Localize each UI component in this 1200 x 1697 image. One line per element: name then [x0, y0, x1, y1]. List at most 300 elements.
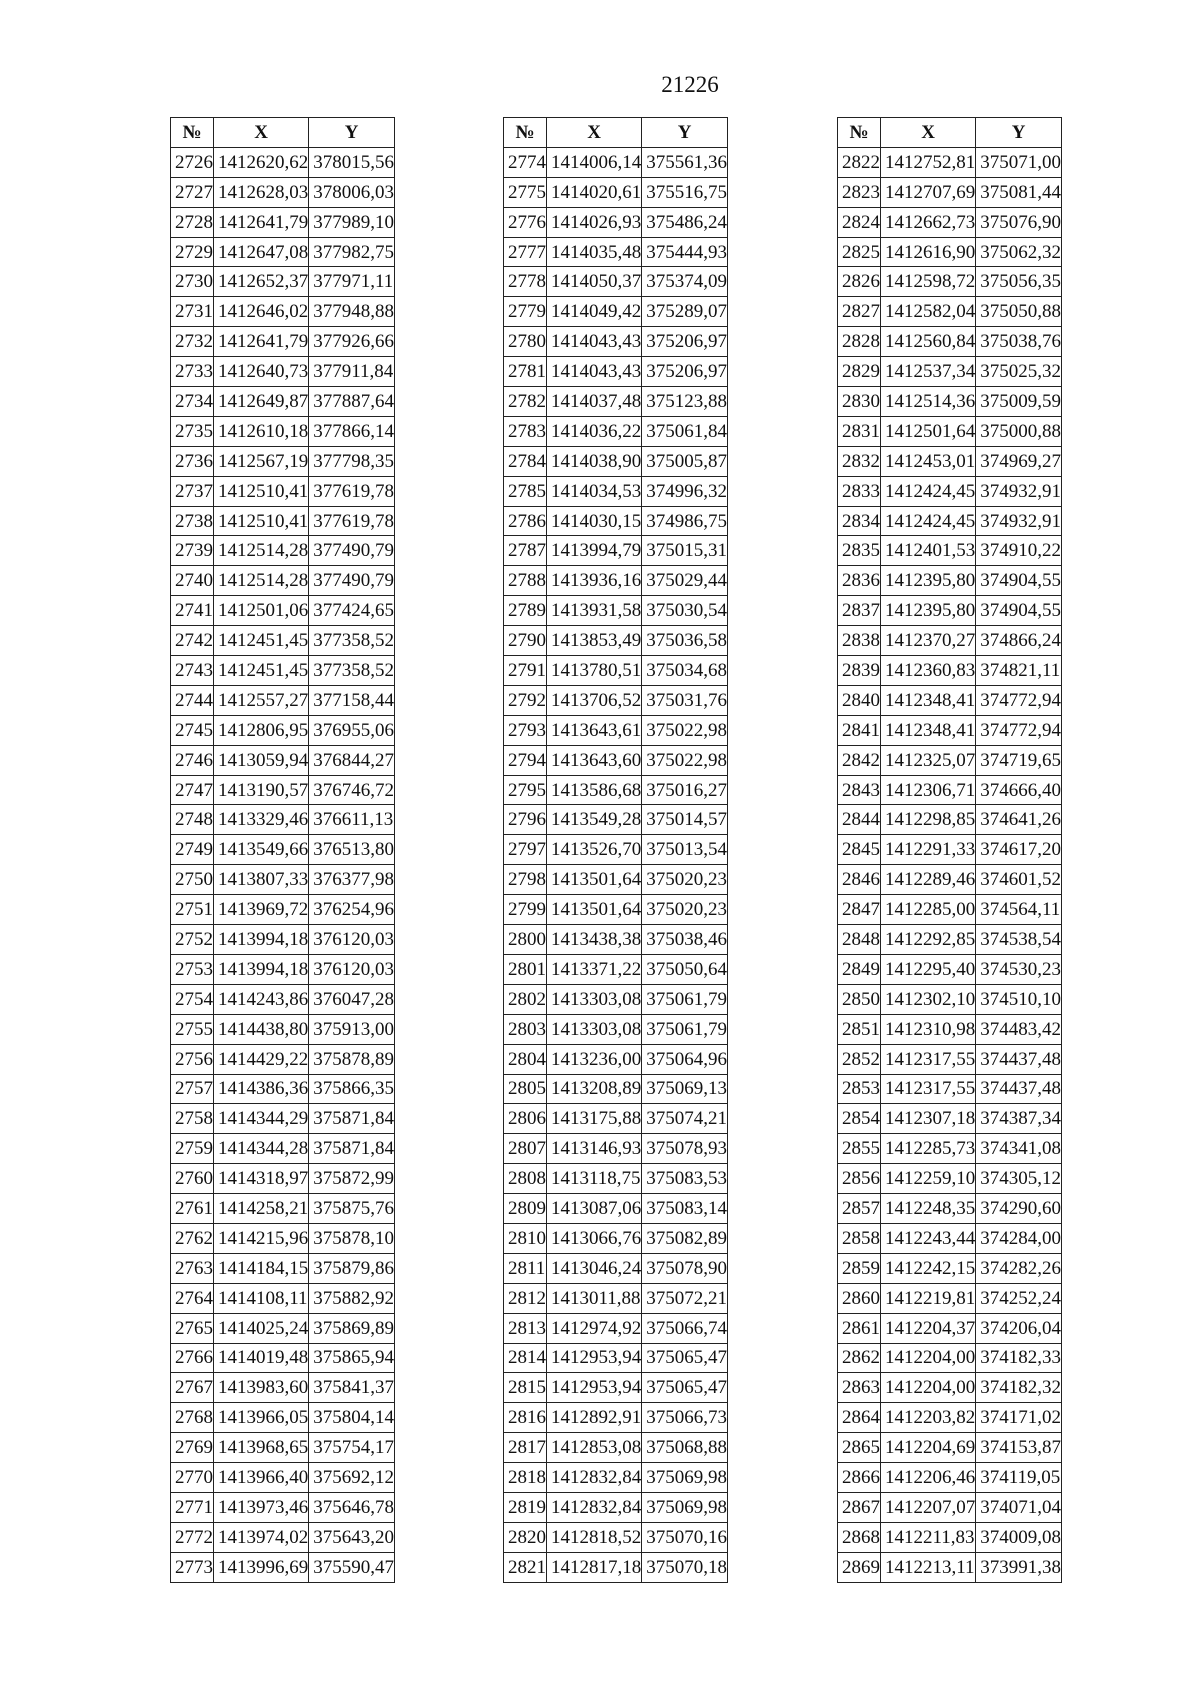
- table-row: [504, 775, 728, 805]
- cell-y: 375020,23: [642, 895, 728, 925]
- cell-y: 374305,12: [976, 1164, 1062, 1194]
- cell-number: 2799: [504, 895, 547, 925]
- cell-y: 377989,10: [309, 207, 395, 237]
- cell-number: 2828: [838, 327, 881, 357]
- cell-y: 375034,68: [642, 656, 728, 686]
- cell-y: 377948,88: [309, 297, 395, 327]
- cell-number: 2742: [171, 626, 214, 656]
- table-row: [504, 416, 728, 446]
- cell-y: 373991,38: [976, 1552, 1062, 1582]
- cell-number: 2763: [171, 1253, 214, 1283]
- table-row: [171, 267, 395, 297]
- cell-x: 1413059,94: [214, 745, 309, 775]
- cell-number: 2735: [171, 416, 214, 446]
- cell-y: 374904,55: [976, 596, 1062, 626]
- cell-y: 375078,93: [642, 1134, 728, 1164]
- table-row: [504, 387, 728, 417]
- cell-x: 1413706,52: [547, 685, 642, 715]
- cell-y: 374996,32: [642, 476, 728, 506]
- cell-x: 1412652,37: [214, 267, 309, 297]
- cell-y: 375013,54: [642, 835, 728, 865]
- cell-x: 1414050,37: [547, 267, 642, 297]
- cell-y: 375016,27: [642, 775, 728, 805]
- table-row: [838, 1044, 1062, 1074]
- cell-y: 375561,36: [642, 147, 728, 177]
- table-row: [171, 1164, 395, 1194]
- table-row: [171, 177, 395, 207]
- table-row: [504, 805, 728, 835]
- cell-y: 374510,10: [976, 984, 1062, 1014]
- table-row: [838, 1343, 1062, 1373]
- cell-x: 1412560,84: [881, 327, 976, 357]
- cell-number: 2854: [838, 1104, 881, 1134]
- table-row: [171, 1223, 395, 1253]
- cell-x: 1412295,40: [881, 954, 976, 984]
- cell-x: 1412641,79: [214, 207, 309, 237]
- table-row: [504, 865, 728, 895]
- cell-x: 1412616,90: [881, 237, 976, 267]
- cell-x: 1412306,71: [881, 775, 976, 805]
- cell-number: 2838: [838, 626, 881, 656]
- cell-number: 2840: [838, 685, 881, 715]
- cell-y: 374641,26: [976, 805, 1062, 835]
- cell-y: 375069,13: [642, 1074, 728, 1104]
- cell-x: 1414043,43: [547, 357, 642, 387]
- cell-number: 2747: [171, 775, 214, 805]
- cell-x: 1412832,84: [547, 1492, 642, 1522]
- cell-number: 2750: [171, 865, 214, 895]
- cell-y: 376254,96: [309, 895, 395, 925]
- table-row: [171, 207, 395, 237]
- cell-x: 1412501,06: [214, 596, 309, 626]
- cell-x: 1414318,97: [214, 1164, 309, 1194]
- cell-x: 1413046,24: [547, 1253, 642, 1283]
- cell-x: 1413011,88: [547, 1283, 642, 1313]
- cell-y: 374171,02: [976, 1403, 1062, 1433]
- coordinate-table-1: [170, 117, 395, 1583]
- table-row: [504, 1433, 728, 1463]
- cell-x: 1413931,58: [547, 596, 642, 626]
- table-row: [838, 416, 1062, 446]
- cell-number: 2780: [504, 327, 547, 357]
- cell-x: 1414429,22: [214, 1044, 309, 1074]
- table-row: [171, 446, 395, 476]
- cell-y: 377926,66: [309, 327, 395, 357]
- cell-y: 375061,79: [642, 1014, 728, 1044]
- cell-y: 375038,46: [642, 925, 728, 955]
- cell-y: 377490,79: [309, 566, 395, 596]
- table-row: [504, 1104, 728, 1134]
- table-row: [171, 566, 395, 596]
- column-header-y: Y: [642, 118, 728, 148]
- cell-number: 2817: [504, 1433, 547, 1463]
- cell-x: 1412892,91: [547, 1403, 642, 1433]
- cell-number: 2733: [171, 357, 214, 387]
- table-row: [171, 1433, 395, 1463]
- table-row: [504, 1044, 728, 1074]
- cell-y: 375072,21: [642, 1283, 728, 1313]
- cell-x: 1412204,69: [881, 1433, 976, 1463]
- table-row: [838, 895, 1062, 925]
- table-row: [504, 895, 728, 925]
- cell-x: 1412501,64: [881, 416, 976, 446]
- cell-number: 2805: [504, 1074, 547, 1104]
- cell-number: 2793: [504, 715, 547, 745]
- cell-number: 2829: [838, 357, 881, 387]
- cell-number: 2815: [504, 1373, 547, 1403]
- cell-y: 375878,89: [309, 1044, 395, 1074]
- table-row: [171, 536, 395, 566]
- cell-number: 2744: [171, 685, 214, 715]
- cell-x: 1413190,57: [214, 775, 309, 805]
- cell-x: 1412285,00: [881, 895, 976, 925]
- table-row: [504, 715, 728, 745]
- table-row: [504, 745, 728, 775]
- cell-y: 377619,78: [309, 476, 395, 506]
- cell-x: 1414025,24: [214, 1313, 309, 1343]
- cell-x: 1413501,64: [547, 865, 642, 895]
- cell-number: 2771: [171, 1492, 214, 1522]
- cell-number: 2740: [171, 566, 214, 596]
- cell-x: 1414030,15: [547, 506, 642, 536]
- table-body: [838, 147, 1062, 1582]
- cell-number: 2824: [838, 207, 881, 237]
- cell-x: 1413807,33: [214, 865, 309, 895]
- cell-x: 1414243,86: [214, 984, 309, 1014]
- cell-x: 1412291,33: [881, 835, 976, 865]
- cell-number: 2808: [504, 1164, 547, 1194]
- cell-y: 375078,90: [642, 1253, 728, 1283]
- cell-x: 1414036,22: [547, 416, 642, 446]
- cell-y: 376513,80: [309, 835, 395, 865]
- cell-x: 1414035,48: [547, 237, 642, 267]
- table-row: [838, 237, 1062, 267]
- cell-number: 2770: [171, 1463, 214, 1493]
- cell-x: 1413968,65: [214, 1433, 309, 1463]
- table-row: [504, 327, 728, 357]
- table-row: [171, 416, 395, 446]
- table-row: [504, 1522, 728, 1552]
- table-row: [838, 925, 1062, 955]
- cell-y: 374071,04: [976, 1492, 1062, 1522]
- table-row: [838, 1492, 1062, 1522]
- page-number: 21226: [661, 72, 719, 97]
- cell-y: 375062,32: [976, 237, 1062, 267]
- cell-x: 1412348,41: [881, 685, 976, 715]
- cell-number: 2862: [838, 1343, 881, 1373]
- table-row: [504, 297, 728, 327]
- cell-number: 2759: [171, 1134, 214, 1164]
- table-row: [171, 1104, 395, 1134]
- table-row: [171, 1373, 395, 1403]
- table-row: [171, 685, 395, 715]
- header-row: [171, 118, 395, 148]
- cell-number: 2749: [171, 835, 214, 865]
- table-row: [504, 1343, 728, 1373]
- table-row: [504, 954, 728, 984]
- cell-y: 375061,84: [642, 416, 728, 446]
- table-row: [171, 984, 395, 1014]
- cell-x: 1413501,64: [547, 895, 642, 925]
- table-row: [838, 1164, 1062, 1194]
- table-row: [838, 1373, 1062, 1403]
- table-row: [171, 954, 395, 984]
- table-row: [171, 387, 395, 417]
- cell-x: 1412752,81: [881, 147, 976, 177]
- cell-number: 2803: [504, 1014, 547, 1044]
- table-row: [838, 1253, 1062, 1283]
- cell-number: 2845: [838, 835, 881, 865]
- cell-y: 375066,74: [642, 1313, 728, 1343]
- table-row: [171, 1134, 395, 1164]
- table-row: [504, 1164, 728, 1194]
- cell-y: 375038,76: [976, 327, 1062, 357]
- cell-y: 375444,93: [642, 237, 728, 267]
- table-row: [171, 1403, 395, 1433]
- table-row: [838, 626, 1062, 656]
- cell-y: 374986,75: [642, 506, 728, 536]
- table-row: [504, 237, 728, 267]
- cell-x: 1413983,60: [214, 1373, 309, 1403]
- cell-x: 1413853,49: [547, 626, 642, 656]
- table-row: [504, 1134, 728, 1164]
- table-header: [504, 118, 728, 148]
- cell-number: 2856: [838, 1164, 881, 1194]
- cell-x: 1412451,45: [214, 656, 309, 686]
- table-row: [838, 865, 1062, 895]
- cell-number: 2842: [838, 745, 881, 775]
- cell-y: 374910,22: [976, 536, 1062, 566]
- cell-y: 375031,76: [642, 685, 728, 715]
- cell-number: 2798: [504, 865, 547, 895]
- table-row: [171, 1522, 395, 1552]
- table-row: [504, 685, 728, 715]
- cell-number: 2756: [171, 1044, 214, 1074]
- table-row: [504, 506, 728, 536]
- cell-y: 375025,32: [976, 357, 1062, 387]
- cell-y: 375069,98: [642, 1463, 728, 1493]
- table-row: [504, 1014, 728, 1044]
- cell-y: 374252,24: [976, 1283, 1062, 1313]
- cell-y: 377887,64: [309, 387, 395, 417]
- cell-y: 375869,89: [309, 1313, 395, 1343]
- table-row: [504, 626, 728, 656]
- cell-number: 2818: [504, 1463, 547, 1493]
- cell-y: 374387,34: [976, 1104, 1062, 1134]
- cell-y: 375878,10: [309, 1223, 395, 1253]
- table-row: [838, 536, 1062, 566]
- table-row: [171, 805, 395, 835]
- cell-number: 2768: [171, 1403, 214, 1433]
- cell-x: 1412806,95: [214, 715, 309, 745]
- cell-x: 1413236,00: [547, 1044, 642, 1074]
- cell-number: 2811: [504, 1253, 547, 1283]
- table-row: [838, 566, 1062, 596]
- cell-y: 375070,18: [642, 1552, 728, 1582]
- table-row: [504, 1492, 728, 1522]
- cell-y: 375081,44: [976, 177, 1062, 207]
- cell-y: 374290,60: [976, 1194, 1062, 1224]
- cell-x: 1414026,93: [547, 207, 642, 237]
- cell-x: 1412598,72: [881, 267, 976, 297]
- cell-number: 2753: [171, 954, 214, 984]
- cell-x: 1414034,53: [547, 476, 642, 506]
- table-row: [171, 1492, 395, 1522]
- table-row: [838, 1074, 1062, 1104]
- cell-x: 1413303,08: [547, 984, 642, 1014]
- table-row: [504, 446, 728, 476]
- coordinate-table-2: [503, 117, 728, 1583]
- cell-x: 1412451,45: [214, 626, 309, 656]
- cell-x: 1412640,73: [214, 357, 309, 387]
- cell-number: 2869: [838, 1552, 881, 1582]
- cell-x: 1412424,45: [881, 506, 976, 536]
- cell-x: 1412285,73: [881, 1134, 976, 1164]
- table-row: [171, 327, 395, 357]
- cell-y: 376746,72: [309, 775, 395, 805]
- cell-number: 2836: [838, 566, 881, 596]
- cell-y: 375871,84: [309, 1104, 395, 1134]
- cell-x: 1413974,02: [214, 1522, 309, 1552]
- table-row: [504, 1313, 728, 1343]
- cell-number: 2731: [171, 297, 214, 327]
- table-row: [838, 805, 1062, 835]
- cell-y: 376844,27: [309, 745, 395, 775]
- cell-number: 2748: [171, 805, 214, 835]
- cell-x: 1412974,92: [547, 1313, 642, 1343]
- cell-number: 2849: [838, 954, 881, 984]
- cell-x: 1412206,46: [881, 1463, 976, 1493]
- table-row: [504, 925, 728, 955]
- cell-number: 2866: [838, 1463, 881, 1493]
- cell-x: 1413526,70: [547, 835, 642, 865]
- table-row: [171, 1044, 395, 1074]
- cell-x: 1413087,06: [547, 1194, 642, 1224]
- table-row: [171, 1552, 395, 1582]
- cell-y: 375030,54: [642, 596, 728, 626]
- cell-number: 2737: [171, 476, 214, 506]
- cell-number: 2757: [171, 1074, 214, 1104]
- cell-y: 375061,79: [642, 984, 728, 1014]
- column-header-x: X: [881, 118, 976, 148]
- cell-number: 2792: [504, 685, 547, 715]
- cell-x: 1412510,41: [214, 476, 309, 506]
- cell-x: 1413549,66: [214, 835, 309, 865]
- cell-number: 2847: [838, 895, 881, 925]
- cell-x: 1412310,98: [881, 1014, 976, 1044]
- cell-x: 1413780,51: [547, 656, 642, 686]
- cell-number: 2774: [504, 147, 547, 177]
- cell-number: 2773: [171, 1552, 214, 1582]
- table-row: [171, 775, 395, 805]
- table-row: [504, 835, 728, 865]
- table-header: [171, 118, 395, 148]
- cell-y: 375692,12: [309, 1463, 395, 1493]
- cell-x: 1412662,73: [881, 207, 976, 237]
- table-row: [504, 267, 728, 297]
- cell-y: 375866,35: [309, 1074, 395, 1104]
- table-row: [838, 1522, 1062, 1552]
- cell-y: 375083,14: [642, 1194, 728, 1224]
- cell-x: 1414184,15: [214, 1253, 309, 1283]
- cell-x: 1412207,07: [881, 1492, 976, 1522]
- cell-y: 377358,52: [309, 656, 395, 686]
- cell-y: 375643,20: [309, 1522, 395, 1552]
- cell-x: 1413549,28: [547, 805, 642, 835]
- table-row: [838, 357, 1062, 387]
- table-row: [504, 1253, 728, 1283]
- cell-x: 1412395,80: [881, 596, 976, 626]
- cell-x: 1412649,87: [214, 387, 309, 417]
- cell-x: 1412567,19: [214, 446, 309, 476]
- cell-number: 2804: [504, 1044, 547, 1074]
- cell-y: 374617,20: [976, 835, 1062, 865]
- cell-number: 2784: [504, 446, 547, 476]
- table-row: [504, 1074, 728, 1104]
- table-row: [171, 1074, 395, 1104]
- table-row: [838, 656, 1062, 686]
- cell-y: 375056,35: [976, 267, 1062, 297]
- cell-number: 2848: [838, 925, 881, 955]
- cell-number: 2831: [838, 416, 881, 446]
- cell-number: 2820: [504, 1522, 547, 1552]
- cell-y: 377490,79: [309, 536, 395, 566]
- cell-y: 377982,75: [309, 237, 395, 267]
- cell-y: 375754,17: [309, 1433, 395, 1463]
- cell-number: 2743: [171, 656, 214, 686]
- cell-y: 378006,03: [309, 177, 395, 207]
- cell-x: 1412610,18: [214, 416, 309, 446]
- cell-x: 1412401,53: [881, 536, 976, 566]
- cell-number: 2778: [504, 267, 547, 297]
- table-row: [171, 1194, 395, 1224]
- cell-x: 1412537,34: [881, 357, 976, 387]
- cell-y: 375083,53: [642, 1164, 728, 1194]
- cell-y: 375068,88: [642, 1433, 728, 1463]
- cell-y: 377971,11: [309, 267, 395, 297]
- cell-x: 1412514,28: [214, 536, 309, 566]
- column-header-y: Y: [309, 118, 395, 148]
- cell-x: 1412707,69: [881, 177, 976, 207]
- column-header-number: №: [504, 118, 547, 148]
- cell-y: 375015,31: [642, 536, 728, 566]
- table-row: [171, 656, 395, 686]
- cell-number: 2769: [171, 1433, 214, 1463]
- cell-number: 2781: [504, 357, 547, 387]
- cell-number: 2867: [838, 1492, 881, 1522]
- cell-x: 1412514,36: [881, 387, 976, 417]
- cell-x: 1413996,69: [214, 1552, 309, 1582]
- cell-y: 375206,97: [642, 327, 728, 357]
- cell-x: 1414215,96: [214, 1223, 309, 1253]
- cell-x: 1414344,28: [214, 1134, 309, 1164]
- cell-y: 374821,11: [976, 656, 1062, 686]
- cell-y: 375871,84: [309, 1134, 395, 1164]
- cell-y: 374282,26: [976, 1253, 1062, 1283]
- table-row: [171, 1014, 395, 1044]
- cell-x: 1413118,75: [547, 1164, 642, 1194]
- cell-y: 374009,08: [976, 1522, 1062, 1552]
- cell-number: 2779: [504, 297, 547, 327]
- cell-x: 1412348,41: [881, 715, 976, 745]
- table-row: [504, 984, 728, 1014]
- cell-number: 2777: [504, 237, 547, 267]
- table-row: [504, 476, 728, 506]
- cell-number: 2726: [171, 147, 214, 177]
- table-row: [171, 1463, 395, 1493]
- cell-x: 1414037,48: [547, 387, 642, 417]
- cell-number: 2741: [171, 596, 214, 626]
